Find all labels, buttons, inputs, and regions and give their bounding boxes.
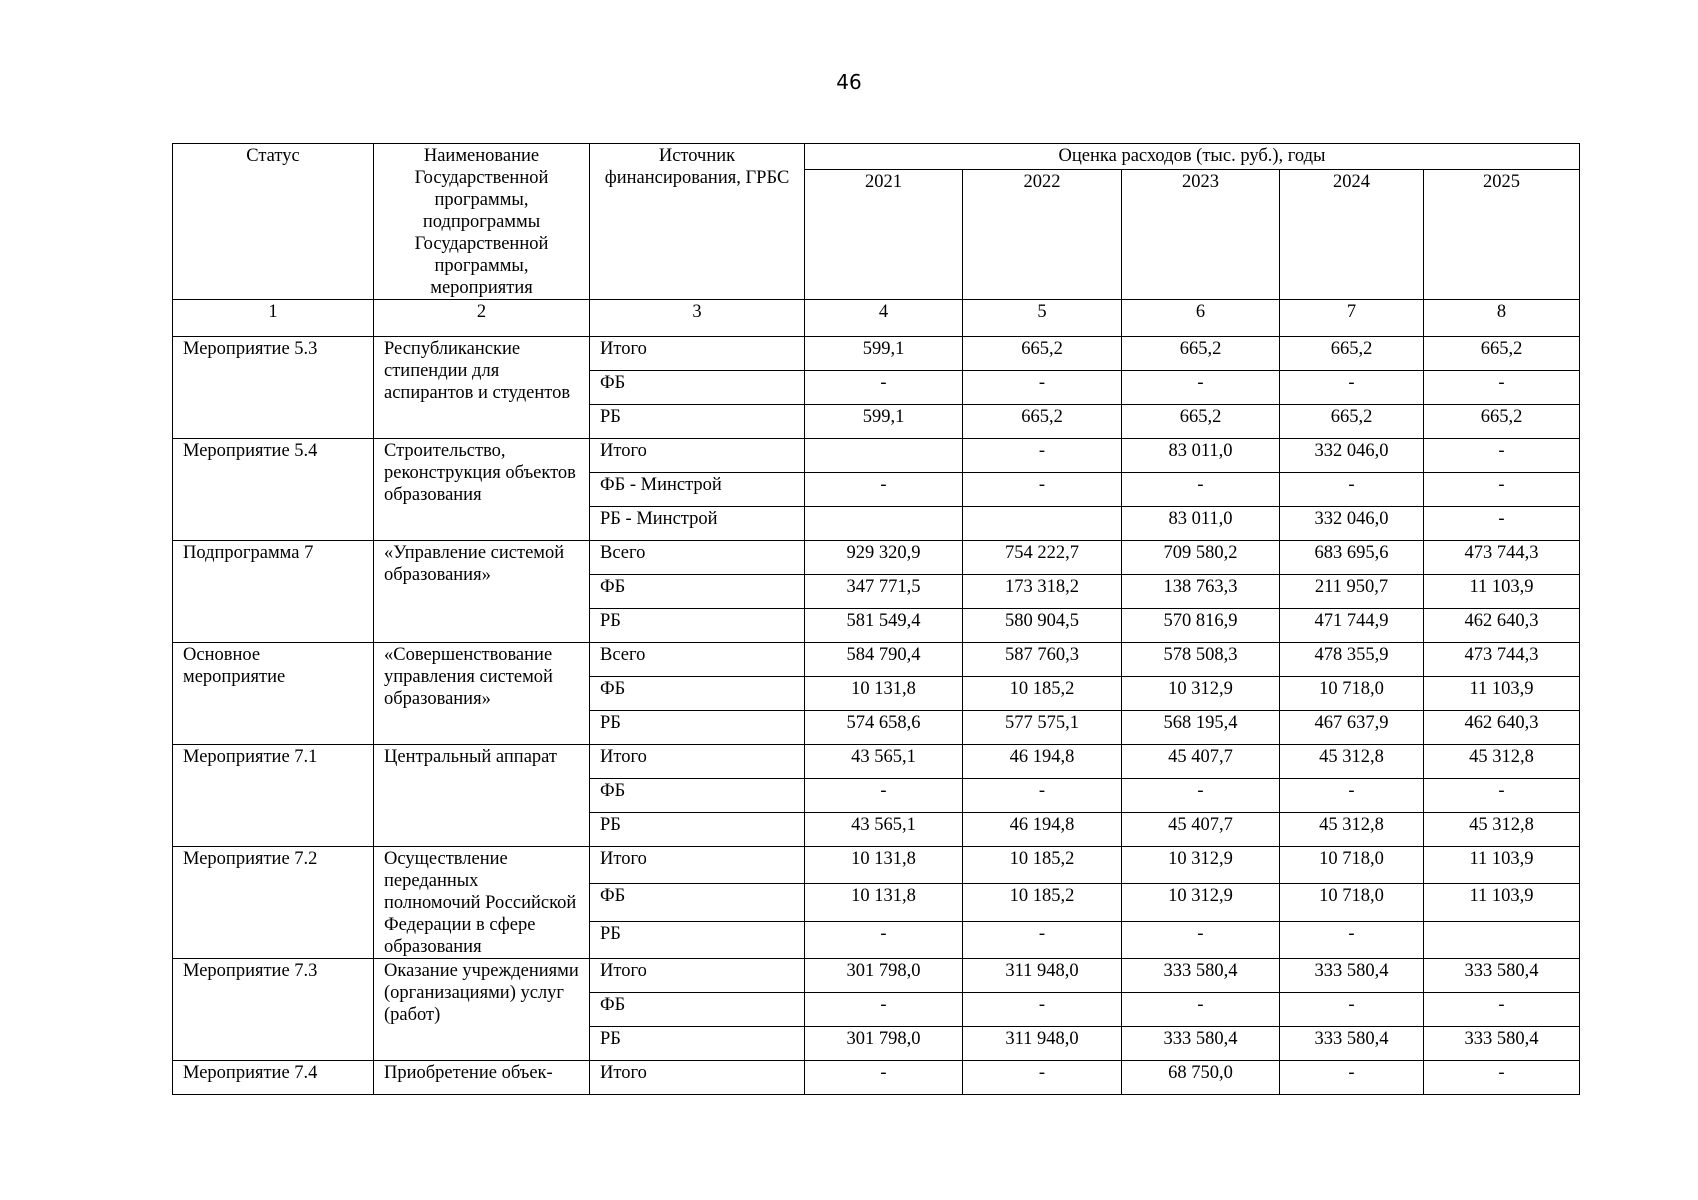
status-cell: Подпрограмма 7 xyxy=(173,541,374,643)
value-cell: - xyxy=(1122,921,1280,958)
name-cell: «Совершенствование управления системой образования» xyxy=(374,643,590,745)
value-cell: 574 658,6 xyxy=(805,711,963,745)
source-cell: РБ xyxy=(590,609,805,643)
value-cell: 10 185,2 xyxy=(963,677,1122,711)
value-cell: 473 744,3 xyxy=(1424,643,1580,677)
source-cell: РБ xyxy=(590,813,805,847)
value-cell xyxy=(963,507,1122,541)
value-cell: 173 318,2 xyxy=(963,575,1122,609)
value-cell: 333 580,4 xyxy=(1122,1027,1280,1061)
column-number: 5 xyxy=(963,300,1122,337)
value-cell: 665,2 xyxy=(963,337,1122,371)
value-cell: 570 816,9 xyxy=(1122,609,1280,643)
header-year: 2022 xyxy=(963,170,1122,300)
page-number: 46 xyxy=(836,70,862,94)
value-cell: - xyxy=(1424,371,1580,405)
value-cell: 10 185,2 xyxy=(963,847,1122,884)
value-cell: 45 407,7 xyxy=(1122,745,1280,779)
header-status: Статус xyxy=(173,144,374,300)
value-cell: 11 103,9 xyxy=(1424,677,1580,711)
value-cell: 46 194,8 xyxy=(963,813,1122,847)
header-year: 2021 xyxy=(805,170,963,300)
value-cell: 587 760,3 xyxy=(963,643,1122,677)
value-cell: 43 565,1 xyxy=(805,813,963,847)
value-cell: 46 194,8 xyxy=(963,745,1122,779)
source-cell: Итого xyxy=(590,745,805,779)
value-cell: 10 718,0 xyxy=(1280,847,1424,884)
value-cell: 665,2 xyxy=(1122,405,1280,439)
table-row xyxy=(173,959,1580,993)
value-cell: - xyxy=(805,779,963,813)
value-cell: 45 312,8 xyxy=(1424,745,1580,779)
value-cell: 584 790,4 xyxy=(805,643,963,677)
table-row xyxy=(173,337,1580,371)
value-cell: - xyxy=(1122,779,1280,813)
header-expenses: Оценка расходов (тыс. руб.), годы xyxy=(805,144,1580,170)
value-cell: 665,2 xyxy=(963,405,1122,439)
value-cell: 45 312,8 xyxy=(1280,745,1424,779)
value-cell: 665,2 xyxy=(1424,337,1580,371)
status-cell: Мероприятие 7.4 xyxy=(173,1061,374,1095)
table-row xyxy=(173,643,1580,677)
value-cell xyxy=(1424,921,1580,958)
value-cell: 10 312,9 xyxy=(1122,884,1280,921)
value-cell: - xyxy=(805,371,963,405)
header-source: Источник финансирования, ГРБС xyxy=(590,144,805,300)
header-year: 2024 xyxy=(1280,170,1424,300)
value-cell: 83 011,0 xyxy=(1122,439,1280,473)
value-cell: 11 103,9 xyxy=(1424,884,1580,921)
source-cell: Итого xyxy=(590,439,805,473)
value-cell: 10 312,9 xyxy=(1122,677,1280,711)
value-cell: 478 355,9 xyxy=(1280,643,1424,677)
value-cell: 332 046,0 xyxy=(1280,439,1424,473)
value-cell: - xyxy=(1424,993,1580,1027)
value-cell: 45 407,7 xyxy=(1122,813,1280,847)
value-cell: 467 637,9 xyxy=(1280,711,1424,745)
value-cell: 211 950,7 xyxy=(1280,575,1424,609)
status-cell: Основное мероприятие xyxy=(173,643,374,745)
value-cell: - xyxy=(1122,993,1280,1027)
value-cell: 665,2 xyxy=(1122,337,1280,371)
value-cell: - xyxy=(805,993,963,1027)
header-year: 2023 xyxy=(1122,170,1280,300)
value-cell: 665,2 xyxy=(1424,405,1580,439)
value-cell: 10 718,0 xyxy=(1280,677,1424,711)
table-row xyxy=(173,541,1580,575)
value-cell: 462 640,3 xyxy=(1424,711,1580,745)
column-number: 6 xyxy=(1122,300,1280,337)
value-cell: 10 718,0 xyxy=(1280,884,1424,921)
source-cell: ФБ xyxy=(590,884,805,921)
value-cell xyxy=(805,507,963,541)
source-cell: Итого xyxy=(590,1061,805,1095)
value-cell: - xyxy=(1424,779,1580,813)
value-cell: 333 580,4 xyxy=(1122,959,1280,993)
header-year: 2025 xyxy=(1424,170,1580,300)
column-number: 8 xyxy=(1424,300,1580,337)
value-cell: 581 549,4 xyxy=(805,609,963,643)
source-cell: РБ xyxy=(590,1027,805,1061)
value-cell: 665,2 xyxy=(1280,337,1424,371)
value-cell: 333 580,4 xyxy=(1280,1027,1424,1061)
source-cell: ФБ - Минстрой xyxy=(590,473,805,507)
value-cell: - xyxy=(963,371,1122,405)
value-cell: - xyxy=(1424,439,1580,473)
source-cell: РБ - Минстрой xyxy=(590,507,805,541)
value-cell: 471 744,9 xyxy=(1280,609,1424,643)
value-cell: 83 011,0 xyxy=(1122,507,1280,541)
value-cell: 10 185,2 xyxy=(963,884,1122,921)
value-cell: 347 771,5 xyxy=(805,575,963,609)
value-cell: 580 904,5 xyxy=(963,609,1122,643)
value-cell: 473 744,3 xyxy=(1424,541,1580,575)
column-number: 2 xyxy=(374,300,590,337)
source-cell: ФБ xyxy=(590,677,805,711)
name-cell: Республиканские стипендии для аспирантов и студентов xyxy=(374,337,590,439)
value-cell: - xyxy=(1280,993,1424,1027)
value-cell: 10 131,8 xyxy=(805,677,963,711)
value-cell: 709 580,2 xyxy=(1122,541,1280,575)
value-cell: 10 131,8 xyxy=(805,884,963,921)
value-cell: 333 580,4 xyxy=(1424,1027,1580,1061)
status-cell: Мероприятие 7.1 xyxy=(173,745,374,847)
column-number: 4 xyxy=(805,300,963,337)
expenses-table xyxy=(172,143,1580,1095)
value-cell: 43 565,1 xyxy=(805,745,963,779)
source-cell: РБ xyxy=(590,711,805,745)
value-cell: 332 046,0 xyxy=(1280,507,1424,541)
source-cell: РБ xyxy=(590,405,805,439)
value-cell: 333 580,4 xyxy=(1280,959,1424,993)
value-cell: - xyxy=(963,779,1122,813)
name-cell: «Управление системой образования» xyxy=(374,541,590,643)
value-cell: 138 763,3 xyxy=(1122,575,1280,609)
source-cell: Итого xyxy=(590,337,805,371)
value-cell: 665,2 xyxy=(1280,405,1424,439)
table-row xyxy=(173,745,1580,779)
value-cell: 10 131,8 xyxy=(805,847,963,884)
value-cell: 568 195,4 xyxy=(1122,711,1280,745)
source-cell: РБ xyxy=(590,921,805,958)
value-cell: - xyxy=(1280,779,1424,813)
name-cell: Строительство, реконструкция объектов образования xyxy=(374,439,590,541)
value-cell: - xyxy=(963,1061,1122,1095)
source-cell: ФБ xyxy=(590,371,805,405)
table-row xyxy=(173,439,1580,473)
column-number: 3 xyxy=(590,300,805,337)
value-cell: - xyxy=(1280,921,1424,958)
value-cell: - xyxy=(1280,473,1424,507)
value-cell: 754 222,7 xyxy=(963,541,1122,575)
value-cell: 45 312,8 xyxy=(1280,813,1424,847)
column-number: 7 xyxy=(1280,300,1424,337)
value-cell: - xyxy=(805,473,963,507)
source-cell: Всего xyxy=(590,643,805,677)
value-cell: 301 798,0 xyxy=(805,1027,963,1061)
table-row xyxy=(173,847,1580,884)
value-cell: 311 948,0 xyxy=(963,1027,1122,1061)
value-cell: - xyxy=(1280,371,1424,405)
value-cell: 333 580,4 xyxy=(1424,959,1580,993)
value-cell: - xyxy=(805,921,963,958)
value-cell: 577 575,1 xyxy=(963,711,1122,745)
source-cell: ФБ xyxy=(590,575,805,609)
status-cell: Мероприятие 5.4 xyxy=(173,439,374,541)
value-cell: 578 508,3 xyxy=(1122,643,1280,677)
status-cell: Мероприятие 7.2 xyxy=(173,847,374,959)
value-cell: 929 320,9 xyxy=(805,541,963,575)
table-body xyxy=(173,337,1580,1095)
column-number-row xyxy=(173,300,1580,337)
value-cell: - xyxy=(1280,1061,1424,1095)
source-cell: Итого xyxy=(590,959,805,993)
status-cell: Мероприятие 7.3 xyxy=(173,959,374,1061)
name-cell: Оказание учреждениями (организациями) услуг (работ) xyxy=(374,959,590,1061)
value-cell: - xyxy=(805,1061,963,1095)
value-cell: - xyxy=(1424,473,1580,507)
value-cell: - xyxy=(1122,473,1280,507)
value-cell: - xyxy=(1424,507,1580,541)
name-cell: Осуществление переданных полномочий Российской Федерации в сфере образования xyxy=(374,847,590,959)
value-cell: 599,1 xyxy=(805,405,963,439)
source-cell: ФБ xyxy=(590,993,805,1027)
value-cell: 462 640,3 xyxy=(1424,609,1580,643)
source-cell: Всего xyxy=(590,541,805,575)
value-cell: - xyxy=(963,993,1122,1027)
value-cell: - xyxy=(963,921,1122,958)
value-cell: 301 798,0 xyxy=(805,959,963,993)
value-cell: 45 312,8 xyxy=(1424,813,1580,847)
source-cell: ФБ xyxy=(590,779,805,813)
table-row xyxy=(173,1061,1580,1095)
header-name: Наименование Государственной программы, подпрограммы Государственной программы, мероприятия xyxy=(374,144,590,300)
name-cell: Приобретение объек- xyxy=(374,1061,590,1095)
column-number: 1 xyxy=(173,300,374,337)
value-cell: 10 312,9 xyxy=(1122,847,1280,884)
value-cell: - xyxy=(963,473,1122,507)
value-cell: - xyxy=(1122,371,1280,405)
source-cell: Итого xyxy=(590,847,805,884)
value-cell: 68 750,0 xyxy=(1122,1061,1280,1095)
value-cell: 11 103,9 xyxy=(1424,847,1580,884)
value-cell: - xyxy=(963,439,1122,473)
value-cell: 683 695,6 xyxy=(1280,541,1424,575)
value-cell: - xyxy=(1424,1061,1580,1095)
value-cell: 599,1 xyxy=(805,337,963,371)
name-cell: Центральный аппарат xyxy=(374,745,590,847)
value-cell xyxy=(805,439,963,473)
value-cell: 11 103,9 xyxy=(1424,575,1580,609)
value-cell: 311 948,0 xyxy=(963,959,1122,993)
status-cell: Мероприятие 5.3 xyxy=(173,337,374,439)
